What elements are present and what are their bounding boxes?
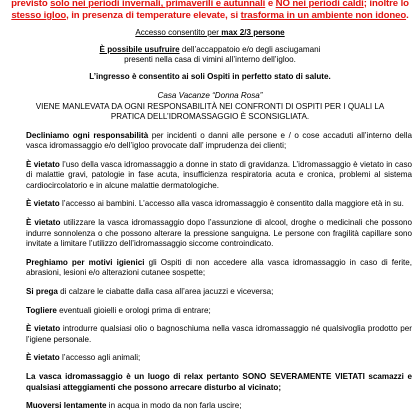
rule-alcohol <box>26 218 412 250</box>
rule-slippers <box>26 287 412 298</box>
rule-liability-text: per incidenti o danni alle persone e / o cose accaduti all’interno della vasca idromassaggio e/o dell’igloo provocate dall’ imprudenza dei clienti; <box>26 130 412 151</box>
warn-unsuitable: trasforma in un ambiente non idoneo <box>240 10 407 21</box>
rule-move-text: in acqua in modo da non farla uscire; <box>106 401 242 411</box>
usage-text: dell’accappatoio e/o degli asciugamani <box>179 44 321 54</box>
disclaimer-text: VIENE MANLEVATA DA OGNI RESPONSABILITÀ NEI CONFRONTI DI OSPITI PER I QUALI LA PRATICA DELL’IDROMASSAGGIO È SCONSIGLIATA. <box>35 101 385 121</box>
seasonal-warning <box>6 0 414 22</box>
rule-children-bold: È vietato <box>26 199 60 209</box>
rule-relax: La vasca idromassaggio è un luogo di relax pertanto SONO SEVERAMENTE VIETATI scamazzi e qualsiasi atteggiamenti che possono arrecare disturbo al vicinato; <box>26 372 412 392</box>
rule-hygiene-bold: Preghiamo per motivi igienici <box>26 257 145 267</box>
rule-children-text: l’accesso ai bambini. L’accesso alla vasca idromassaggio è consentito dalla maggiore età in su. <box>59 199 404 209</box>
rule-animals <box>26 353 412 364</box>
rule-jewelry-text: eventuali gioielli e orologi prima di entrare; <box>56 305 211 315</box>
rule-jewelry-bold: Togliere <box>26 305 57 315</box>
warn-text-5: . <box>406 10 409 21</box>
rule-pregnancy-bold: È vietato <box>26 159 60 169</box>
rule-liability <box>26 131 412 152</box>
rule-animals-bold: È vietato <box>26 353 60 363</box>
usage-text-2: presenti nella casa di vimini all’interno dell’igloo. <box>124 55 296 64</box>
rule-oils-bold: È vietato <box>26 324 61 334</box>
rule-oils <box>26 324 412 345</box>
warn-text-2: e <box>265 0 276 9</box>
warn-seasons: solo nei periodi invernali, primaverili e autunnali <box>50 0 266 9</box>
access-text: Accesso consentito per <box>135 28 222 37</box>
rule-alcohol-text: utilizzare la vasca idromassaggio dopo l’assunzione di alcool, droghe o medicinali che possono indurre sonnolenza o che possono alterare la pressione sanguigna. Le persone con fragilità capillare sono invitate a limitare l’utilizzo dell’idromassaggio siccome controindicato. <box>26 218 412 249</box>
access-max: max 2/3 persone <box>221 28 285 37</box>
usage-info <box>18 45 402 66</box>
rule-hygiene-text: gli Ospiti di non accedere alla vasca idromassaggio in caso di ferite, abrasioni, lesioni e/o alterazioni cutanee sospette; <box>26 257 412 278</box>
rule-jewelry <box>26 306 412 317</box>
rule-slippers-bold: Si prega <box>26 287 58 297</box>
rule-move-slowly <box>26 401 412 412</box>
rule-oils-text: introdurre qualsiasi olio o bagnoschiuma nella vasca idromassaggio né qualsivoglia prodotto per l’igiene personale. <box>26 324 412 344</box>
rule-pregnancy-text: l’uso della vasca idromassaggio a donne in stato di gravidanza. L’idromassaggio è vietato in caso di malattie gravi, patologie in fase acuta, insufficienza respiratoria acuta e cronica, problemi al sistema cardiocircolatorio e in alcune malattie dermatologiche. <box>26 159 412 190</box>
warn-text-1: previsto <box>11 0 51 9</box>
usage-bold: È possibile usufruire <box>99 44 180 54</box>
disclaimer-block <box>18 91 402 123</box>
entry-rule: L’ingresso è consentito ai soli Ospiti in perfetto stato di salute. <box>89 71 331 81</box>
rule-liability-bold: Decliniamo ogni responsabilità <box>26 130 149 140</box>
rule-children <box>26 199 412 210</box>
warn-text-4: , in presenza di temperature elevate, si <box>66 10 241 21</box>
warn-no-hot: NO nei periodi caldi <box>275 0 364 9</box>
rule-pregnancy <box>26 160 412 192</box>
rule-animals-text: l’accesso agli animali; <box>59 353 141 363</box>
warn-text-3: ; inoltre lo <box>363 0 409 9</box>
rule-alcohol-bold: È vietato <box>26 218 61 228</box>
rule-move-bold: Muoversi lentamente <box>26 401 107 411</box>
warn-igloo: stesso igloo <box>11 10 67 21</box>
holiday-house-name: Casa Vacanze “Donna Rosa” <box>157 91 263 100</box>
rule-slippers-text: di calzare le ciabatte dalla casa all’area jacuzzi e viceversa; <box>57 287 274 297</box>
access-limit <box>18 28 402 39</box>
rule-hygiene <box>26 258 412 279</box>
